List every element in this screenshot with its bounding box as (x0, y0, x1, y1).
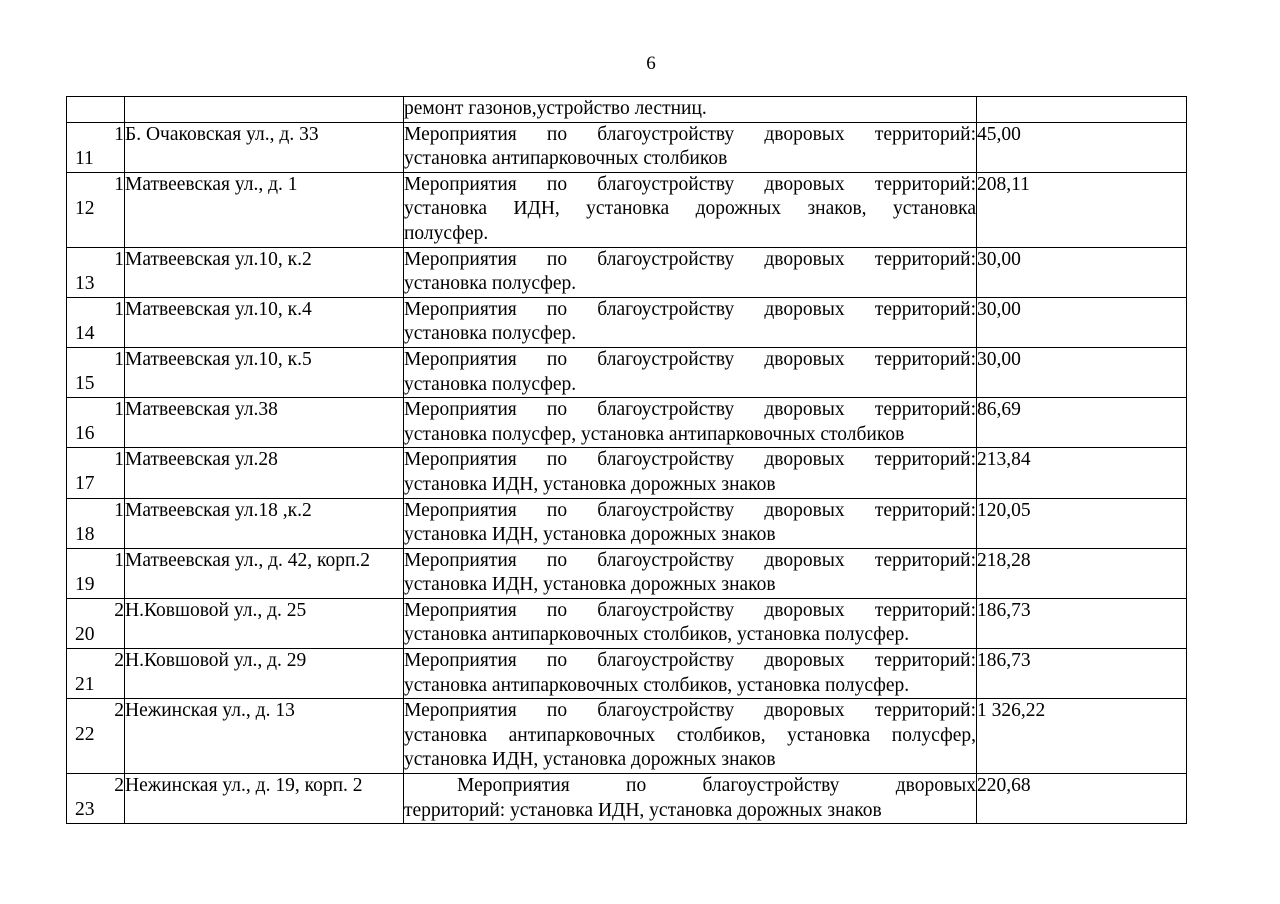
amount-cell: 1 326,22 (977, 699, 1187, 774)
amount-cell: 186,73 (977, 598, 1187, 648)
amount-cell: 213,84 (977, 448, 1187, 498)
description-cell (404, 97, 977, 123)
row-number-cell (67, 122, 125, 172)
table-row (67, 297, 1187, 347)
address-cell: Нежинская ул., д. 13 (125, 699, 404, 774)
description-line: установка полусфер. (404, 373, 577, 395)
table-row (67, 347, 1187, 397)
description-cell (404, 347, 977, 397)
description-line: установка ИДН, установка дорожных знаков, установка (404, 198, 976, 220)
table-row (67, 122, 1187, 172)
row-number-fragment: 1 (114, 173, 124, 195)
table-row (67, 649, 1187, 699)
description-line: установка полусфер, установка антипарковочных столбиков (404, 423, 905, 445)
description-cell (404, 448, 977, 498)
address-cell (125, 97, 404, 123)
description-line: установка полусфер. (404, 273, 577, 295)
address-cell: Н.Ковшовой ул., д. 25 (125, 598, 404, 648)
row-number: 23 (75, 799, 95, 821)
table-row (67, 398, 1187, 448)
table-row (67, 498, 1187, 548)
row-number: 22 (75, 724, 95, 746)
row-number-fragment: 1 (114, 449, 124, 471)
amount-cell: 86,69 (977, 398, 1187, 448)
amount-cell: 218,28 (977, 548, 1187, 598)
description-line: установка ИДН, установка дорожных знаков (404, 524, 776, 546)
description-line: Мероприятия по благоустройству дворовых территорий: (404, 348, 976, 370)
table-row (67, 448, 1187, 498)
address-cell: Нежинская ул., д. 19, корп. 2 (125, 774, 404, 824)
row-number-fragment: 1 (114, 348, 124, 370)
address-cell: Матвеевская ул.10, к.5 (125, 347, 404, 397)
description-line: Мероприятия по благоустройству дворовых территорий: (404, 399, 976, 421)
row-number-cell (67, 97, 125, 123)
row-number: 17 (75, 473, 95, 495)
description-line: установка антипарковочных столбиков, установка полусфер. (404, 674, 910, 696)
address-cell: Н.Ковшовой ул., д. 29 (125, 649, 404, 699)
row-number: 16 (75, 423, 95, 445)
amount-cell: 30,00 (977, 347, 1187, 397)
address-cell: Матвеевская ул.10, к.4 (125, 297, 404, 347)
row-number-cell (67, 398, 125, 448)
address-cell: Б. Очаковская ул., д. 33 (125, 122, 404, 172)
row-number-fragment: 2 (114, 650, 124, 672)
description-cell (404, 122, 977, 172)
description-line: установка ИДН, установка дорожных знаков (404, 574, 776, 596)
address-cell: Матвеевская ул.28 (125, 448, 404, 498)
description-cell (404, 398, 977, 448)
table-row (67, 699, 1187, 774)
row-number-fragment: 2 (114, 775, 124, 797)
description-line: установка ИДН, установка дорожных знаков (404, 473, 776, 495)
table-row (67, 774, 1187, 824)
row-number-cell (67, 172, 125, 247)
row-number: 20 (75, 623, 95, 645)
description-line: установка полусфер. (404, 323, 577, 345)
description-cell (404, 598, 977, 648)
description-line: Мероприятия по благоустройству дворовых территорий: (404, 123, 976, 145)
description-line: Мероприятия по благоустройству дворовых (457, 775, 976, 797)
description-line: Мероприятия по благоустройству дворовых территорий: (404, 650, 976, 672)
address-cell: Матвеевская ул.18 ,к.2 (125, 498, 404, 548)
amount-cell: 208,11 (977, 172, 1187, 247)
amount-cell: 45,00 (977, 122, 1187, 172)
description-cell (404, 498, 977, 548)
row-number: 12 (75, 197, 95, 219)
row-number: 18 (75, 523, 95, 545)
description-line: Мероприятия по благоустройству дворовых территорий: (404, 599, 976, 621)
description-line: Мероприятия по благоустройству дворовых территорий: (404, 549, 976, 571)
description-line: Мероприятия по благоустройству дворовых территорий: (404, 173, 976, 195)
measures-table (66, 96, 1187, 824)
row-number-fragment: 1 (114, 399, 124, 421)
row-number-cell (67, 699, 125, 774)
row-number: 21 (75, 674, 95, 696)
amount-cell: 220,68 (977, 774, 1187, 824)
row-number-cell (67, 498, 125, 548)
row-number-fragment: 1 (114, 123, 124, 145)
row-number-cell (67, 347, 125, 397)
row-number-fragment: 2 (114, 700, 124, 722)
amount-cell: 30,00 (977, 247, 1187, 297)
table-row (67, 598, 1187, 648)
description-line: полусфер. (404, 222, 489, 244)
description-line: Мероприятия по благоустройству дворовых территорий: (404, 499, 976, 521)
page-number: 6 (646, 53, 656, 74)
description-cell (404, 774, 977, 824)
row-number: 11 (75, 147, 94, 169)
amount-cell: 186,73 (977, 649, 1187, 699)
amount-cell (977, 97, 1187, 123)
row-number-fragment: 2 (114, 599, 124, 621)
row-number-fragment: 1 (114, 298, 124, 320)
description-line: территорий: установка ИДН, установка дорожных знаков (404, 799, 882, 821)
row-number-fragment: 1 (114, 499, 124, 521)
amount-cell: 30,00 (977, 297, 1187, 347)
amount-cell: 120,05 (977, 498, 1187, 548)
description-line: установка антипарковочных столбиков, установка полусфер. (404, 624, 910, 646)
description-cell (404, 548, 977, 598)
row-number-cell (67, 774, 125, 824)
description-line: установка антипарковочных столбиков, установка полусфер, (404, 724, 976, 746)
description-cell (404, 247, 977, 297)
address-cell: Матвеевская ул.10, к.2 (125, 247, 404, 297)
description-cell (404, 699, 977, 774)
row-number-cell (67, 247, 125, 297)
table-row (67, 172, 1187, 247)
description-line: Мероприятия по благоустройству дворовых территорий: (404, 248, 976, 270)
row-number-cell (67, 297, 125, 347)
row-number: 15 (75, 372, 95, 394)
description-line: ремонт газонов,устройство лестниц. (404, 98, 707, 119)
row-number-fragment: 1 (114, 248, 124, 270)
row-number-cell (67, 598, 125, 648)
table-row (67, 97, 1187, 123)
row-number: 14 (75, 322, 95, 344)
address-cell: Матвеевская ул., д. 1 (125, 172, 404, 247)
description-line: Мероприятия по благоустройству дворовых территорий: (404, 700, 976, 722)
description-line: установка ИДН, установка дорожных знаков (404, 749, 776, 771)
row-number: 19 (75, 573, 95, 595)
description-line: установка антипарковочных столбиков (404, 148, 728, 170)
address-cell: Матвеевская ул.38 (125, 398, 404, 448)
row-number-fragment: 1 (114, 549, 124, 571)
row-number-cell (67, 548, 125, 598)
address-cell: Матвеевская ул., д. 42, корп.2 (125, 548, 404, 598)
description-cell (404, 649, 977, 699)
row-number-cell (67, 649, 125, 699)
table-row (67, 548, 1187, 598)
row-number: 13 (75, 272, 95, 294)
description-cell (404, 172, 977, 247)
description-line: Мероприятия по благоустройству дворовых территорий: (404, 449, 976, 471)
row-number-cell (67, 448, 125, 498)
description-line: Мероприятия по благоустройству дворовых территорий: (404, 298, 976, 320)
description-cell (404, 297, 977, 347)
table-row (67, 247, 1187, 297)
